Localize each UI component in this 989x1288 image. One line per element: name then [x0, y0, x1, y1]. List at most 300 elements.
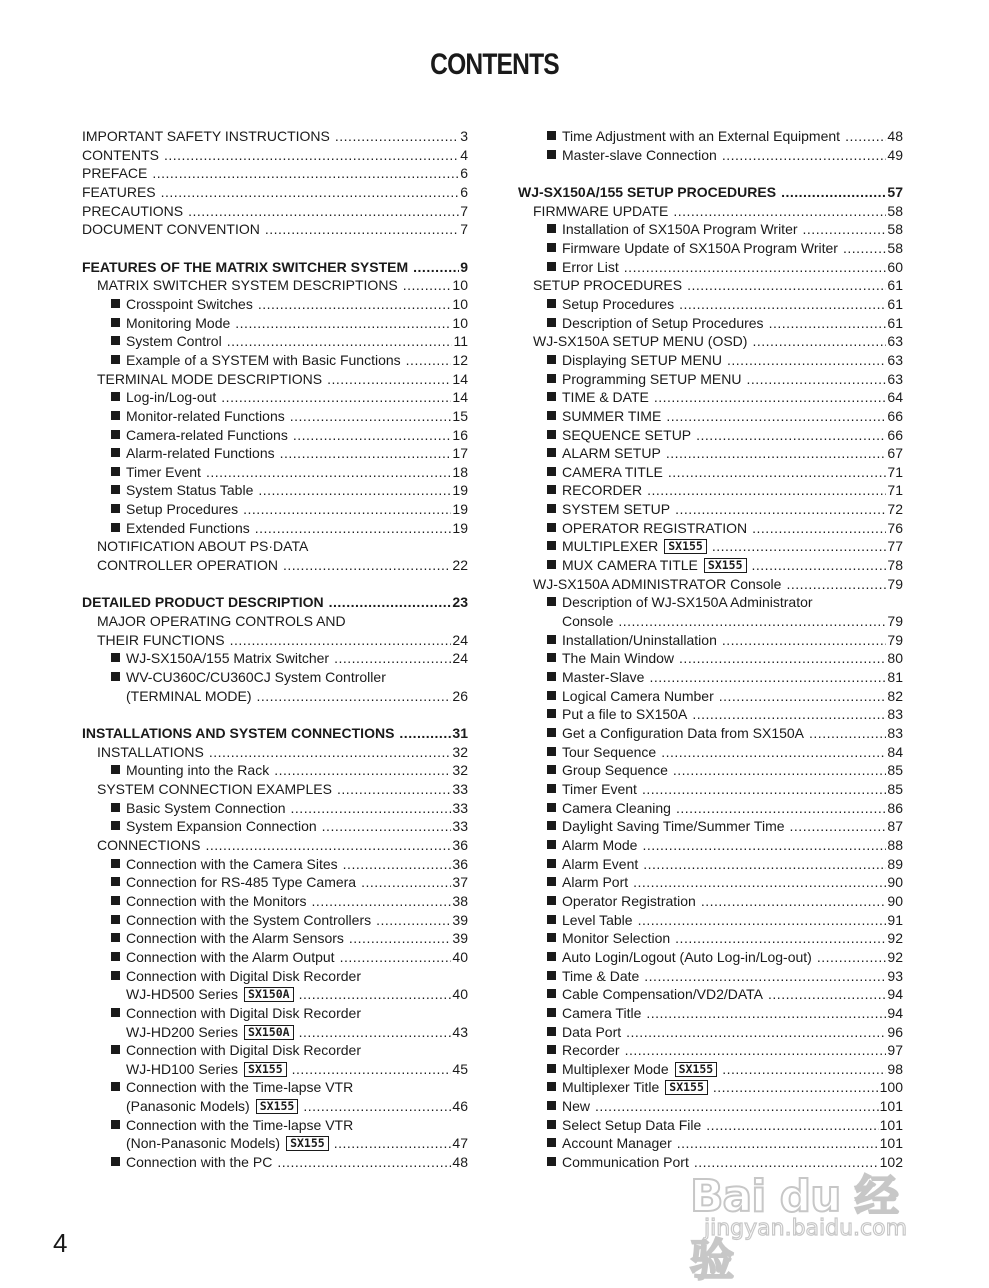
toc-page-number: 58 [887, 239, 903, 256]
toc-section-entry[interactable] [82, 127, 468, 146]
toc-entry[interactable] [82, 426, 468, 445]
square-bullet-icon [547, 224, 556, 233]
toc-page-number: 24 [452, 631, 468, 648]
toc-entry[interactable] [518, 743, 903, 762]
watermark-logo: Bai du 经验 [690, 1171, 898, 1286]
toc-entry-title: Multiplexer Title [562, 1079, 660, 1096]
square-bullet-icon [547, 1064, 556, 1073]
toc-page-number: 32 [452, 743, 468, 760]
toc-entry-title: Timer Event [126, 463, 201, 480]
toc-page-number: 10 [452, 277, 468, 294]
dot-leader [322, 817, 452, 836]
toc-entry[interactable] [82, 649, 468, 668]
dot-leader [349, 929, 452, 948]
toc-entry[interactable] [518, 967, 903, 986]
toc-page-number: 71 [887, 463, 903, 480]
dot-leader [303, 1097, 451, 1116]
dot-leader [221, 388, 451, 407]
toc-page-number: 33 [452, 818, 468, 835]
toc-section-entry[interactable] [518, 183, 903, 202]
toc-entry[interactable] [518, 705, 903, 724]
toc-entry-title: Description of Setup Procedures [562, 314, 764, 331]
toc-entry[interactable] [518, 836, 903, 855]
toc-entry-title: Installation of SX150A Program Writer [562, 221, 798, 238]
toc-entry-title: Connection with Digital Disk Recorder [126, 967, 361, 984]
toc-entry[interactable] [82, 519, 468, 538]
toc-entry[interactable] [82, 631, 468, 650]
toc-entry[interactable] [82, 481, 468, 500]
toc-entry[interactable] [82, 537, 468, 556]
toc-entry-title: Mounting into the Rack [126, 762, 270, 779]
toc-entry[interactable] [518, 258, 903, 277]
dot-leader [701, 892, 887, 911]
dot-leader [666, 407, 886, 426]
toc-page-number: 3 [460, 128, 468, 144]
square-bullet-icon [547, 1027, 556, 1036]
model-badge: SX155 [665, 1080, 708, 1095]
toc-entry[interactable] [518, 407, 903, 426]
dot-leader [679, 649, 886, 668]
toc-entry-title: Setup Procedures [562, 295, 675, 312]
toc-entry[interactable] [82, 1023, 468, 1042]
toc-entry[interactable] [518, 370, 903, 389]
dot-leader [312, 892, 452, 911]
toc-entry[interactable] [518, 761, 903, 780]
toc-list-right [518, 127, 903, 1172]
dot-leader [786, 575, 886, 594]
toc-entry-title: Connection with Digital Disk Recorder [126, 1004, 361, 1021]
square-bullet-icon [547, 1120, 556, 1129]
toc-entry-title: WJ-SX150A/155 SETUP PROCEDURES [518, 183, 777, 200]
toc-entry[interactable] [82, 911, 468, 930]
toc-entry[interactable] [82, 1041, 468, 1060]
toc-entry[interactable] [82, 967, 468, 986]
dot-leader [361, 873, 451, 892]
square-bullet-icon [547, 989, 556, 998]
toc-entry[interactable] [82, 1134, 468, 1153]
toc-entry-title: Installation/Uninstallation [562, 631, 717, 648]
toc-page-number: 102 [879, 1154, 903, 1171]
toc-page-number: 33 [452, 799, 468, 816]
toc-page-number: 66 [887, 407, 903, 424]
toc-entry-title: PREFACE [82, 165, 148, 182]
toc-entry-title: Firmware Update of SX150A Program Writer [562, 239, 838, 256]
toc-entry-title: Group Sequence [562, 762, 668, 779]
toc-page-number: 43 [452, 1023, 468, 1040]
dot-leader [334, 1134, 452, 1153]
toc-section-entry[interactable] [82, 183, 468, 202]
dot-leader [722, 1060, 886, 1079]
toc-entry[interactable] [82, 388, 468, 407]
watermark [690, 1160, 930, 1286]
square-bullet-icon [547, 243, 556, 252]
toc-entry-title: INSTALLATIONS AND SYSTEM CONNECTIONS [82, 725, 395, 741]
toc-entry[interactable] [518, 575, 903, 594]
toc-entry[interactable] [518, 481, 903, 500]
square-bullet-icon [111, 430, 120, 439]
toc-entry[interactable] [82, 985, 468, 1004]
square-bullet-icon [547, 262, 556, 271]
toc-entry-title: Connection with the Monitors [126, 892, 307, 909]
page-number: 4 [53, 1228, 68, 1258]
dot-leader [768, 985, 886, 1004]
toc-entry-title: TERMINAL MODE DESCRIPTIONS [97, 370, 323, 387]
toc-page-number: 83 [887, 725, 903, 741]
toc-section-entry[interactable] [82, 593, 468, 612]
toc-page-number: 40 [452, 948, 468, 965]
dot-leader [406, 351, 452, 370]
dot-leader [713, 1078, 879, 1097]
toc-entry[interactable] [82, 1004, 468, 1023]
toc-entry-title: Connection with the Time-lapse VTR [126, 1079, 354, 1096]
toc-entry[interactable] [82, 295, 468, 314]
toc-entry[interactable] [518, 295, 903, 314]
toc-entry-title: FIRMWARE UPDATE [533, 202, 669, 219]
toc-page-number: 10 [452, 295, 468, 312]
toc-page-number: 97 [887, 1042, 903, 1059]
toc-entry[interactable] [518, 1097, 903, 1116]
toc-entry-title: WJ-HD200 Series [126, 1023, 239, 1040]
toc-page-number: 84 [887, 743, 903, 760]
toc-entry-title: ALARM SETUP [562, 445, 661, 462]
dot-leader [277, 1153, 451, 1172]
toc-entry[interactable] [82, 836, 468, 855]
toc-entry[interactable] [518, 668, 903, 687]
toc-entry[interactable] [82, 799, 468, 818]
dot-leader [230, 631, 452, 650]
toc-entry[interactable] [518, 463, 903, 482]
toc-entry[interactable] [82, 1078, 468, 1097]
toc-entry-title: WJ-SX150A SETUP MENU (OSD) [533, 333, 748, 350]
model-badge: SX155 [675, 1062, 718, 1077]
square-bullet-icon [547, 747, 556, 756]
toc-entry[interactable] [518, 799, 903, 818]
toc-entry[interactable] [518, 1116, 903, 1135]
toc-entry[interactable] [518, 724, 903, 743]
toc-entry-title: Auto Login/Logout (Auto Log-in/Log-out) [562, 948, 812, 965]
toc-page-number: 45 [452, 1060, 468, 1077]
toc-page-number: 78 [887, 557, 903, 574]
toc-entry[interactable] [82, 817, 468, 836]
toc-page-number: 90 [887, 892, 903, 909]
dot-leader [675, 929, 886, 948]
dot-leader [646, 1004, 886, 1023]
toc-entry[interactable] [518, 1060, 903, 1079]
toc-entry-title: (Non-Panasonic Models) [126, 1135, 281, 1152]
toc-entry[interactable] [82, 1060, 468, 1079]
square-bullet-icon [547, 430, 556, 439]
toc-entry[interactable] [518, 388, 903, 407]
toc-entry[interactable] [82, 1116, 468, 1135]
toc-entry-title: Alarm-related Functions [126, 445, 275, 462]
toc-entry-title: CONNECTIONS [97, 836, 201, 853]
toc-page-number: 11 [453, 333, 468, 350]
toc-entry[interactable] [82, 743, 468, 762]
toc-section-entry[interactable] [82, 146, 468, 165]
toc-page-number: 36 [452, 855, 468, 872]
toc-entry-title: Error List [562, 258, 619, 275]
toc-entry[interactable] [518, 146, 903, 165]
dot-leader [642, 836, 886, 855]
toc-entry[interactable] [518, 687, 903, 706]
square-bullet-icon [111, 877, 120, 886]
toc-entry[interactable] [82, 1097, 468, 1116]
toc-entry[interactable] [518, 500, 903, 519]
dot-leader [803, 220, 887, 239]
model-badge: SX155 [256, 1099, 299, 1114]
dot-leader [256, 687, 451, 706]
toc-entry-title: System Status Table [126, 482, 254, 499]
square-bullet-icon [547, 560, 556, 569]
dot-leader [188, 202, 459, 221]
dot-leader [687, 276, 886, 295]
square-bullet-icon [547, 952, 556, 961]
dot-leader [265, 220, 459, 239]
square-bullet-icon [111, 467, 120, 476]
toc-entry-title: System Control [126, 333, 222, 350]
toc-entry-title: Multiplexer Mode [562, 1060, 669, 1077]
toc-entry[interactable] [518, 519, 903, 538]
square-bullet-icon [111, 299, 120, 308]
toc-entry[interactable] [82, 370, 468, 389]
square-bullet-icon [111, 933, 120, 942]
toc-entry-title: FEATURES [82, 183, 156, 200]
square-bullet-icon [547, 765, 556, 774]
dot-leader [626, 1023, 886, 1042]
square-bullet-icon [547, 597, 556, 606]
toc-entry[interactable] [82, 276, 468, 295]
toc-entry[interactable] [82, 314, 468, 333]
toc-entry[interactable] [518, 351, 903, 370]
toc-entry[interactable] [82, 500, 468, 519]
square-bullet-icon [111, 1082, 120, 1091]
model-badge: SX155 [244, 1062, 287, 1077]
toc-entry-title: Master-slave Connection [562, 146, 717, 163]
toc-page-number: 37 [452, 874, 468, 891]
dot-leader [255, 519, 452, 538]
toc-entry-title: Cable Compensation/VD2/DATA [562, 986, 764, 1003]
dot-leader [399, 724, 451, 743]
toc-entry-title: SEQUENCE SETUP [562, 426, 692, 443]
square-bullet-icon [547, 131, 556, 140]
toc-entry[interactable] [518, 593, 903, 612]
toc-section-entry[interactable] [82, 220, 468, 239]
toc-spacer [82, 705, 468, 724]
dot-leader [843, 239, 886, 258]
toc-entry[interactable] [518, 1004, 903, 1023]
toc-entry[interactable] [82, 556, 468, 575]
toc-page-number: 47 [452, 1135, 468, 1152]
toc-page-number: 49 [887, 146, 903, 163]
toc-page-number: 85 [887, 780, 903, 797]
toc-entry[interactable] [82, 1153, 468, 1172]
toc-entry[interactable] [518, 537, 903, 556]
dot-leader [618, 612, 886, 631]
toc-entry-title: Connection with Digital Disk Recorder [126, 1042, 361, 1059]
page-title: CONTENTS [430, 48, 559, 81]
toc-entry[interactable] [82, 444, 468, 463]
toc-entry[interactable] [82, 612, 468, 631]
dot-leader [790, 817, 887, 836]
toc-entry-title: MATRIX SWITCHER SYSTEM DESCRIPTIONS [97, 277, 398, 294]
toc-entry[interactable] [82, 407, 468, 426]
toc-page-number: 60 [887, 258, 903, 275]
toc-spacer [82, 575, 468, 594]
toc-entry-title: Time Adjustment with an External Equipment [562, 128, 841, 144]
square-bullet-icon [111, 952, 120, 961]
toc-page-number: 36 [452, 836, 468, 853]
toc-entry-title: (Panasonic Models) [126, 1098, 250, 1115]
square-bullet-icon [547, 971, 556, 980]
square-bullet-icon [547, 1045, 556, 1054]
toc-page-number: 66 [887, 426, 903, 443]
toc-entry[interactable] [518, 631, 903, 650]
toc-entry[interactable] [518, 1134, 903, 1153]
toc-entry[interactable] [82, 351, 468, 370]
toc-entry-title: Monitoring Mode [126, 314, 231, 331]
toc-entry[interactable] [518, 817, 903, 836]
toc-entry[interactable] [518, 892, 903, 911]
toc-entry-title: The Main Window [562, 650, 675, 667]
toc-entry[interactable] [518, 1078, 903, 1097]
square-bullet-icon [111, 523, 120, 532]
toc-entry[interactable] [518, 985, 903, 1004]
dot-leader [340, 948, 452, 967]
toc-entry-title: Alarm Event [562, 855, 639, 872]
square-bullet-icon [111, 336, 120, 345]
dot-leader [673, 202, 886, 221]
toc-entry[interactable] [518, 855, 903, 874]
toc-page-number: 101 [879, 1098, 903, 1115]
toc-entry-title: Recorder [562, 1042, 620, 1059]
toc-entry[interactable] [82, 687, 468, 706]
toc-entry[interactable] [518, 1041, 903, 1060]
toc-page-number: 90 [887, 874, 903, 891]
toc-entry[interactable] [518, 612, 903, 631]
square-bullet-icon [547, 859, 556, 868]
toc-page-number: 79 [887, 613, 903, 630]
toc-entry[interactable] [518, 649, 903, 668]
square-bullet-icon [547, 877, 556, 886]
dot-leader [327, 370, 451, 389]
dot-leader [673, 761, 887, 780]
toc-page-number: 67 [887, 445, 903, 462]
toc-page-number: 63 [887, 333, 903, 350]
toc-page-number: 63 [887, 351, 903, 368]
toc-page-number: 61 [887, 314, 903, 331]
toc-page-number: 100 [879, 1079, 903, 1096]
toc-entry[interactable] [82, 332, 468, 351]
dot-leader [292, 1060, 452, 1079]
toc-entry[interactable] [82, 855, 468, 874]
toc-entry[interactable] [518, 220, 903, 239]
square-bullet-icon [111, 392, 120, 401]
toc-entry-title: RECORDER [562, 482, 643, 499]
toc-entry-title: Log-in/Log-out [126, 389, 217, 406]
dot-leader [706, 1116, 878, 1135]
dot-leader [781, 183, 886, 202]
square-bullet-icon [547, 635, 556, 644]
dot-leader [274, 761, 451, 780]
toc-page-number: 40 [452, 986, 468, 1003]
toc-entry[interactable] [82, 873, 468, 892]
toc-entry-title: Monitor Selection [562, 930, 671, 947]
toc-entry[interactable] [518, 202, 903, 221]
toc-entry[interactable] [82, 668, 468, 687]
dot-leader [293, 426, 452, 445]
toc-entry-title: OPERATOR REGISTRATION [562, 519, 748, 536]
toc-entry[interactable] [82, 929, 468, 948]
toc-entry[interactable] [518, 948, 903, 967]
toc-entry[interactable] [518, 911, 903, 930]
dot-leader [752, 519, 886, 538]
toc-entry[interactable] [82, 761, 468, 780]
dot-leader [206, 463, 451, 482]
toc-entry-title: Select Setup Data File [562, 1116, 702, 1133]
toc-entry[interactable] [518, 127, 903, 146]
toc-page-number: 87 [887, 818, 903, 835]
toc-entry[interactable] [82, 463, 468, 482]
toc-entry[interactable] [518, 556, 903, 575]
toc-page-number: 48 [887, 128, 903, 144]
square-bullet-icon [547, 355, 556, 364]
toc-entry[interactable] [518, 929, 903, 948]
toc-section-entry[interactable] [82, 202, 468, 221]
dot-leader [769, 314, 887, 333]
square-bullet-icon [111, 355, 120, 364]
dot-leader [376, 911, 451, 930]
square-bullet-icon [111, 1120, 120, 1129]
toc-entry[interactable] [518, 1023, 903, 1042]
toc-entry-title: SETUP PROCEDURES [533, 277, 683, 294]
toc-entry[interactable] [518, 780, 903, 799]
toc-page-number: 77 [887, 538, 903, 555]
toc-page-number: 32 [452, 762, 468, 779]
toc-page-number: 57 [887, 183, 903, 200]
toc-entry[interactable] [518, 873, 903, 892]
toc-page-number: 89 [887, 855, 903, 872]
toc-section-entry[interactable] [82, 724, 468, 743]
toc-entry[interactable] [518, 426, 903, 445]
toc-page-number: 93 [887, 967, 903, 984]
toc-entry[interactable] [518, 444, 903, 463]
toc-entry-title: Connection with the PC [126, 1154, 273, 1171]
toc-entry[interactable] [518, 314, 903, 333]
toc-page-number: 14 [452, 389, 468, 406]
toc-entry-title: Basic System Connection [126, 799, 286, 816]
model-badge: SX155 [664, 539, 707, 554]
dot-leader [696, 426, 886, 445]
toc-spacer [518, 164, 903, 183]
square-bullet-icon [111, 896, 120, 905]
dot-leader [624, 258, 887, 277]
toc-entry[interactable] [518, 239, 903, 258]
toc-section-entry[interactable] [82, 258, 468, 277]
toc-entry-title: Daylight Saving Time/Summer Time [562, 818, 785, 835]
toc-section-entry[interactable] [82, 164, 468, 183]
toc-page-number: 31 [452, 725, 468, 741]
dot-leader [638, 911, 887, 930]
toc-page-number: 18 [452, 463, 468, 480]
toc-entry-title: Put a file to SX150A [562, 706, 688, 723]
toc-entry[interactable] [518, 332, 903, 351]
toc-entry[interactable] [82, 892, 468, 911]
toc-entry-title: CONTENTS [82, 146, 159, 163]
toc-entry[interactable] [82, 780, 468, 799]
dot-leader [649, 668, 886, 687]
toc-entry[interactable] [82, 948, 468, 967]
toc-entry[interactable] [518, 276, 903, 295]
